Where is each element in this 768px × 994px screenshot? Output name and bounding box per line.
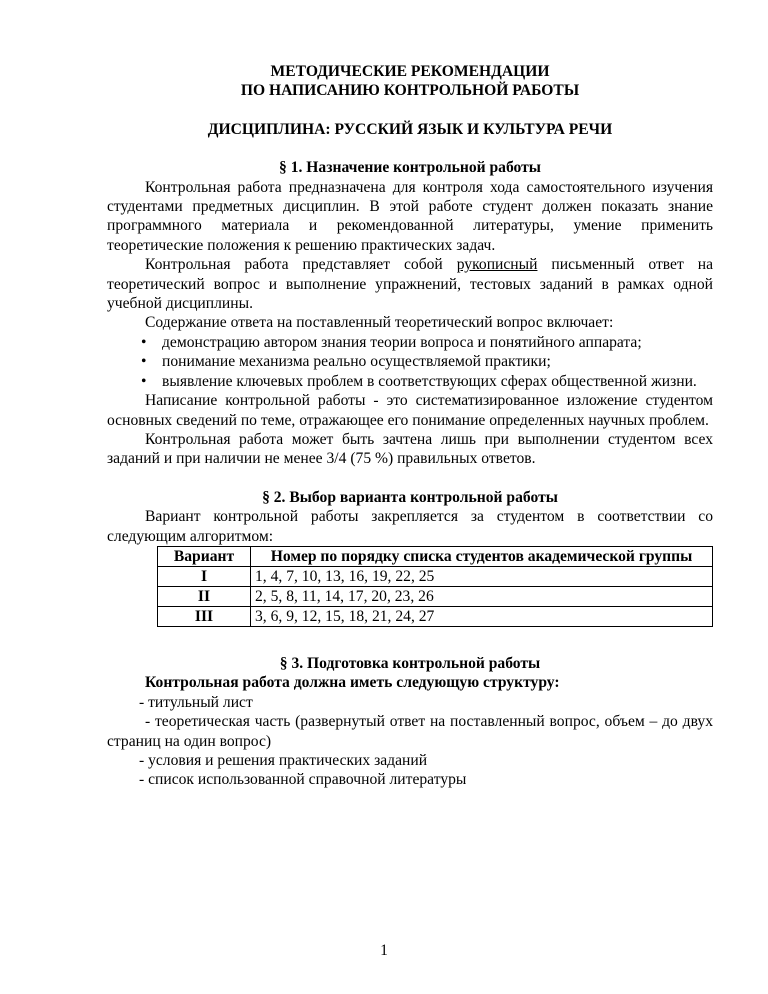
numbers-cell: 1, 4, 7, 10, 13, 16, 19, 22, 25: [251, 566, 713, 586]
table-header-row: [158, 546, 713, 566]
bullet-icon: •: [141, 372, 147, 390]
section-1-paragraph-4: Написание контрольной работы - это систематизированное изложение студентом основных сведений по теме, отражающее его понимание определенных научных проблем.: [107, 392, 713, 429]
section-3-subheading: Контрольная работа должна иметь следующую структуру:: [145, 674, 560, 692]
document-page: [107, 62, 713, 790]
document-title-line-2: ПО НАПИСАНИЮ КОНТРОЛЬНОЙ РАБОТЫ: [240, 82, 580, 100]
bullet-icon: •: [141, 333, 147, 351]
underlined-word: рукописный: [456, 256, 538, 274]
variant-cell: I: [158, 566, 251, 586]
content-bullet-list: [107, 333, 713, 391]
table-header-numbers: Номер по порядку списка студентов академической группы: [251, 546, 713, 566]
table-row: [158, 566, 713, 586]
document-title-line-1: МЕТОДИЧЕСКИЕ РЕКОМЕНДАЦИИ: [270, 63, 550, 80]
variant-cell: III: [158, 606, 251, 626]
section-1-paragraph-2: Контрольная работа представляет собой рукописный письменный ответ на теоретический вопрос и выполнение упражнений, тестовых заданий в рамках одной учебной дисциплины.: [107, 256, 713, 313]
section-2-paragraph-1: Вариант контрольной работы закрепляется за студентом в соответствии со следующим алгоритмом:: [107, 508, 713, 545]
list-item: - список использованной справочной литературы: [139, 771, 467, 789]
section-1-heading: § 1. Назначение контрольной работы: [279, 159, 541, 177]
list-item: - условия и решения практических заданий: [139, 751, 428, 769]
section-1-paragraph-1: Контрольная работа предназначена для контроля хода самостоятельного изучения студентами предметных дисциплин. В этой работе студент должен показать знание программного материала и рекомендованной литературы, умение применить теоретические положения к решению практических задач.: [107, 178, 713, 254]
table-header-variant: Вариант: [158, 546, 251, 566]
list-item: - титульный лист: [139, 693, 253, 711]
numbers-cell: 3, 6, 9, 12, 15, 18, 21, 24, 27: [251, 606, 713, 626]
list-item: - теоретическая часть (развернутый ответ на поставленный вопрос, объем – до двух страниц на один вопрос): [107, 713, 713, 750]
section-3-heading: § 3. Подготовка контрольной работы: [279, 654, 541, 672]
variant-table: [157, 546, 713, 627]
discipline-title: ДИСЦИПЛИНА: РУССКИЙ ЯЗЫК И КУЛЬТУРА РЕЧИ: [207, 120, 613, 138]
table-row: [158, 586, 713, 606]
list-item: • выявление ключевых проблем в соответствующих сферах общественной жизни.: [141, 372, 697, 390]
table-row: [158, 606, 713, 626]
bullet-icon: •: [141, 353, 147, 371]
section-1-paragraph-5: Контрольная работа может быть зачтена лишь при выполнении студентом всех заданий и при наличии не менее 3/4 (75 %) правильных ответов.: [107, 430, 713, 468]
page-number: 1: [380, 942, 388, 959]
list-item: • понимание механизма реально осуществляемой практики;: [141, 353, 551, 371]
list-item: • демонстрацию автором знания теории вопроса и понятийного аппарата;: [141, 333, 642, 351]
section-2-heading: § 2. Выбор варианта контрольной работы: [262, 488, 558, 506]
numbers-cell: 2, 5, 8, 11, 14, 17, 20, 23, 26: [251, 586, 713, 606]
variant-cell: II: [158, 586, 251, 606]
section-1-paragraph-3: Содержание ответа на поставленный теоретический вопрос включает:: [145, 314, 614, 332]
